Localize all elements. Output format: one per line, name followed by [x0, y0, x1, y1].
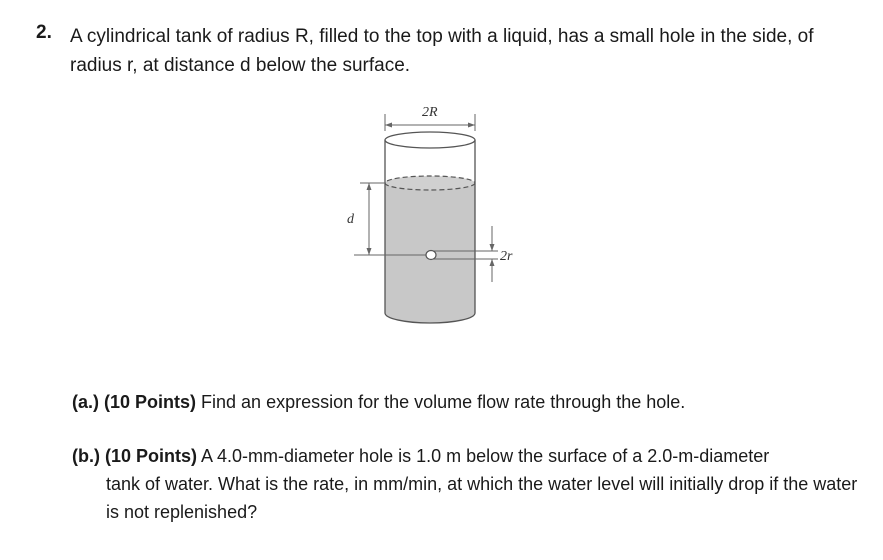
hole-arrow-top	[490, 244, 495, 251]
part-b	[72, 442, 862, 526]
hole-arrow-bottom	[490, 259, 495, 266]
problem-number: 2.	[36, 22, 52, 43]
width-arrow-left	[385, 123, 392, 128]
hole-label: 2r	[500, 249, 513, 264]
width-arrow-right	[468, 123, 475, 128]
part-b-text-line1: A 4.0-mm-diameter hole is 1.0 m below the surface of a 2.0-m-diameter	[201, 446, 770, 466]
width-label: 2R	[422, 105, 438, 120]
tank-figure	[338, 98, 548, 334]
part-b-label: (b.) (10 Points)	[72, 446, 197, 466]
depth-arrow-bottom	[367, 248, 372, 255]
tank-rim	[385, 132, 475, 148]
problem-statement: A cylindrical tank of radius R, filled to the top with a liquid, has a small hole in the side, of radius r, at distance d below the surface.	[70, 26, 814, 76]
hole	[426, 251, 436, 260]
part-a-text: Find an expression for the volume flow rate through the hole.	[201, 392, 686, 412]
depth-label: d	[347, 212, 354, 227]
part-b-text-rest: tank of water. What is the rate, in mm/min, at which the water level will initially drop if the water is not replenished?	[106, 474, 858, 522]
part-a	[72, 388, 862, 416]
part-a-label: (a.) (10 Points)	[72, 392, 197, 412]
depth-arrow-top	[367, 183, 372, 190]
liquid-surface	[385, 176, 475, 190]
